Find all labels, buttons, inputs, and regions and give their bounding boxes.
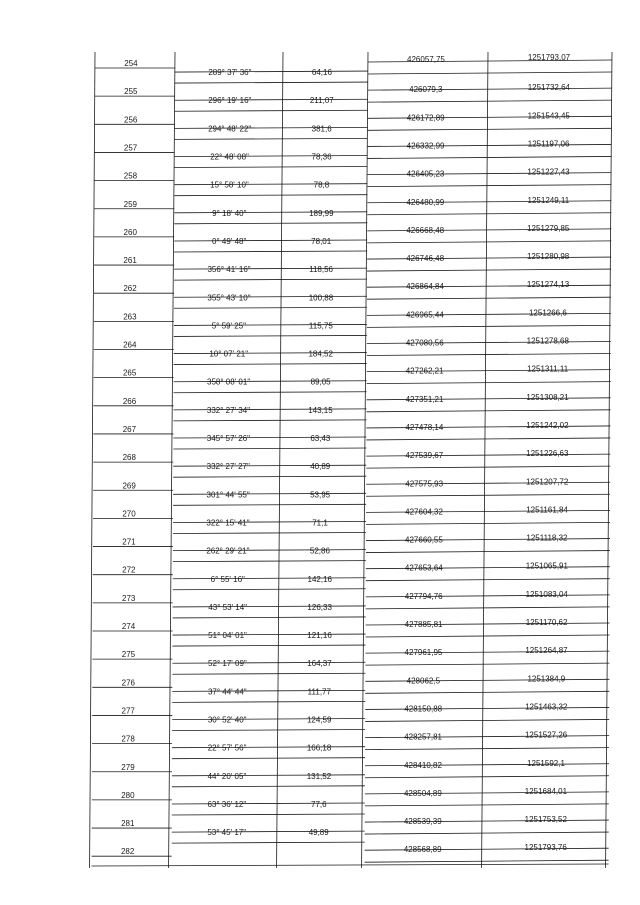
point-number: 281 <box>121 819 135 829</box>
row-line <box>365 719 609 721</box>
segment-length: 211,07 <box>309 96 334 106</box>
bearing-angle: 37° 44' 44" <box>207 687 247 697</box>
row-line <box>172 747 365 748</box>
row-line <box>368 116 612 118</box>
row-line <box>365 748 609 750</box>
row-line <box>367 297 611 299</box>
coord-y: 1251197,06 <box>527 139 570 149</box>
segment-length: 184,52 <box>308 349 333 359</box>
point-number: 274 <box>121 622 136 631</box>
row-line <box>366 567 610 569</box>
coord-y: 1251308,21 <box>526 392 569 402</box>
row-line <box>173 448 366 449</box>
row-line <box>173 493 366 494</box>
row-line <box>366 510 610 512</box>
point-number: 279 <box>121 762 135 772</box>
row-line <box>172 690 365 691</box>
row-line <box>172 842 365 843</box>
row-line <box>367 213 611 215</box>
point-number: 261 <box>123 256 137 266</box>
bearing-angle: 289° 37' 36" <box>208 68 252 78</box>
row-line <box>367 382 611 384</box>
segment-length: 381,6 <box>311 124 332 134</box>
segment-length: 164,37 <box>307 659 332 669</box>
coord-y: 1251279,85 <box>527 223 570 233</box>
row-line <box>365 792 609 794</box>
segment-length: 64,16 <box>311 68 332 78</box>
coord-y: 1251592,1 <box>527 758 565 768</box>
row-line <box>172 758 365 759</box>
column-border <box>169 52 175 868</box>
bearing-angle: 294° 48' 22" <box>208 124 252 134</box>
coord-x: 427080,56 <box>405 338 444 348</box>
coord-x: 427660,55 <box>405 535 443 545</box>
row-line <box>366 595 610 597</box>
row-line <box>367 201 611 203</box>
row-line <box>172 814 365 815</box>
row-line <box>174 212 367 213</box>
row-line <box>365 663 609 665</box>
coord-x: 427478,14 <box>405 422 444 432</box>
row-line <box>172 786 365 787</box>
bearing-angle: 358° 08' 01" <box>207 377 251 387</box>
row-line <box>175 110 368 111</box>
row-line <box>175 127 368 128</box>
bearing-angle: 51° 04' 01" <box>208 631 247 641</box>
row-line <box>172 831 365 832</box>
coord-y: 1251242,02 <box>526 420 569 430</box>
point-number: 256 <box>124 115 138 125</box>
bearing-angle: 355° 43' 10" <box>207 293 251 303</box>
coord-x: 427794,76 <box>404 591 443 601</box>
point-number: 282 <box>120 847 135 857</box>
bearing-angle: 322° 15' 41" <box>206 518 250 528</box>
point-number: 275 <box>121 650 136 660</box>
coord-x: 426965,44 <box>405 310 444 320</box>
point-number: 262 <box>123 284 137 294</box>
row-line <box>366 635 610 637</box>
point-number: 268 <box>122 453 136 463</box>
row-line <box>365 848 609 850</box>
bearing-angle: 44° 20' 05" <box>207 771 247 781</box>
coord-x: 427575,93 <box>405 479 444 489</box>
row-line <box>367 185 611 187</box>
point-number: 273 <box>122 593 136 603</box>
segment-length: 131,52 <box>306 771 332 781</box>
row-line <box>366 623 610 625</box>
point-number: 267 <box>122 424 137 434</box>
coord-x: 428150,88 <box>404 704 443 714</box>
row-line <box>173 465 366 466</box>
bearing-angle: 43° 53' 14" <box>208 602 248 612</box>
row-line <box>174 240 367 241</box>
row-line <box>173 504 366 505</box>
coord-x: 427604,32 <box>405 507 443 517</box>
bearing-angle: 0° 49' 48" <box>212 236 247 246</box>
coord-y: 1251384,9 <box>527 674 566 684</box>
coord-y: 1251278,68 <box>526 336 569 346</box>
row-line <box>365 679 609 681</box>
row-line <box>173 420 366 421</box>
segment-length: 124,59 <box>306 715 332 725</box>
coord-y: 1251170,62 <box>525 618 568 627</box>
coord-y: 1251793,76 <box>524 843 567 853</box>
segment-length: 53,95 <box>310 490 331 500</box>
coord-x: 428568,89 <box>403 845 442 855</box>
row-line <box>173 645 366 646</box>
bearing-angle: 10° 07' 21" <box>209 349 249 359</box>
row-line <box>365 736 609 738</box>
column-border <box>362 52 368 868</box>
segment-length: 142,16 <box>307 574 333 584</box>
coord-y: 1251161,84 <box>526 505 568 515</box>
point-number: 258 <box>123 171 138 181</box>
row-line <box>367 285 611 287</box>
coord-x: 428410,82 <box>404 760 442 770</box>
coord-y: 1251264,87 <box>525 646 568 656</box>
coord-y: 1251118,32 <box>526 533 568 543</box>
coord-x: 426332,99 <box>406 141 445 151</box>
row-line <box>172 803 365 804</box>
point-number: 263 <box>123 312 137 322</box>
row-line <box>174 353 367 354</box>
column-border <box>606 52 612 868</box>
coord-x: 427262,21 <box>405 366 444 376</box>
row-line <box>366 551 610 553</box>
row-line <box>366 522 610 524</box>
bearing-angle: 30° 52' 40" <box>207 715 247 725</box>
bearing-angle: 63° 36' 12" <box>207 799 247 809</box>
point-number: 272 <box>122 565 136 575</box>
row-line <box>366 454 610 456</box>
row-line <box>172 701 365 702</box>
row-line <box>174 184 367 185</box>
row-line <box>172 730 365 731</box>
row-line <box>366 579 610 581</box>
coord-x: 428539,39 <box>403 817 442 827</box>
point-number: 266 <box>122 396 137 406</box>
coord-x: 428504,89 <box>403 788 442 798</box>
coord-y: 1251274,13 <box>526 280 570 290</box>
row-line <box>173 409 366 410</box>
coord-y: 1251543,45 <box>527 111 570 121</box>
bearing-angle: 262° 29' 21" <box>206 546 250 556</box>
coord-y: 1251249,11 <box>527 195 570 205</box>
row-line <box>366 438 610 440</box>
coord-y: 1251311,11 <box>527 364 569 374</box>
segment-length: 166,18 <box>306 743 332 753</box>
column-border <box>277 52 283 868</box>
coord-y: 1251684,01 <box>524 786 568 796</box>
row-line <box>174 324 367 325</box>
point-number: 270 <box>122 509 136 519</box>
row-line <box>173 476 366 477</box>
coord-x: 426480,99 <box>406 197 445 207</box>
row-line <box>367 354 611 356</box>
row-line <box>173 550 366 551</box>
segment-length: 78,01 <box>311 236 332 246</box>
column-border <box>90 52 95 868</box>
coord-y: 1251793,07 <box>527 53 571 62</box>
segment-length: 100,88 <box>308 293 334 303</box>
row-line <box>365 764 609 766</box>
row-line <box>175 156 368 157</box>
segment-length: 115,75 <box>308 321 333 331</box>
bearing-angle: 301° 44' 55" <box>206 490 250 500</box>
coord-y: 1251463,32 <box>525 702 568 712</box>
row-line <box>367 342 611 344</box>
row-line <box>175 82 368 83</box>
row-line <box>365 820 609 822</box>
row-line <box>174 251 367 252</box>
bearing-angle: 6° 55' 16" <box>210 574 245 584</box>
coord-x: 426668,48 <box>406 225 445 235</box>
row-line <box>366 607 610 609</box>
row-line <box>174 296 367 297</box>
row-line <box>368 100 612 102</box>
row-line <box>174 223 367 224</box>
coord-y: 1251266,6 <box>528 308 567 318</box>
point-number: 257 <box>123 143 138 153</box>
row-line <box>173 521 366 522</box>
row-line <box>365 776 609 778</box>
row-line <box>172 719 365 720</box>
segment-length: 49,89 <box>308 828 329 838</box>
row-line <box>367 398 611 400</box>
point-number: 269 <box>122 481 136 491</box>
bearing-angle: 5° 59' 25" <box>211 321 246 331</box>
row-line <box>365 804 609 806</box>
row-line <box>365 691 609 693</box>
row-line <box>366 482 610 484</box>
row-line <box>172 775 365 776</box>
coord-y: 1251753,52 <box>524 815 567 825</box>
row-line <box>173 578 366 579</box>
point-number: 276 <box>121 678 136 688</box>
coord-x: 426405,23 <box>406 169 445 179</box>
row-line <box>173 617 366 618</box>
row-line <box>366 426 610 428</box>
point-number: 254 <box>124 59 138 68</box>
row-line <box>366 410 610 412</box>
row-line <box>175 167 368 168</box>
segment-length: 40,89 <box>310 462 331 472</box>
bearing-angle: 9° 18' 40" <box>212 208 247 218</box>
row-line <box>365 651 609 653</box>
bottom-border <box>92 864 609 866</box>
bearing-angle: 15° 58' 10" <box>210 180 249 190</box>
coord-y: 1251732,64 <box>527 83 570 93</box>
row-line <box>174 335 367 336</box>
bearing-angle: 22° 48' 08" <box>210 152 249 162</box>
coord-y: 1251527,26 <box>524 730 568 740</box>
row-line <box>368 128 612 130</box>
row-line <box>366 539 610 541</box>
row-line <box>368 156 612 158</box>
row-line <box>173 532 366 533</box>
coord-x: 426057,75 <box>407 55 445 64</box>
row-line <box>172 662 365 663</box>
segment-length: 121,16 <box>307 631 332 641</box>
segment-length: 63,43 <box>310 434 331 444</box>
row-line <box>367 370 611 372</box>
row-line <box>173 561 366 562</box>
row-line <box>174 307 367 308</box>
row-line <box>368 144 612 146</box>
row-line <box>175 71 368 72</box>
row-line <box>173 589 366 590</box>
coord-x: 426172,89 <box>406 113 445 123</box>
row-line <box>174 392 367 393</box>
segment-length: 78,36 <box>311 152 332 162</box>
point-number: 260 <box>123 227 137 237</box>
row-line <box>367 173 611 175</box>
coord-y: 1251207,72 <box>526 477 569 487</box>
segment-length: 71,1 <box>312 518 328 528</box>
row-line <box>366 494 610 496</box>
point-number: 278 <box>121 734 135 744</box>
segment-length: 118,56 <box>309 265 334 275</box>
coord-y: 1251226,63 <box>526 449 569 459</box>
bearing-angle: 332° 27' 34" <box>206 405 251 415</box>
row-line <box>367 313 611 315</box>
point-number: 271 <box>122 537 136 547</box>
row-line <box>175 99 368 100</box>
coord-x: 427961,95 <box>404 648 443 658</box>
point-number: 259 <box>123 199 138 209</box>
row-line <box>174 195 367 196</box>
segment-length: 189,99 <box>309 208 334 218</box>
row-line <box>367 325 611 327</box>
coord-x: 427539,67 <box>405 451 444 461</box>
coord-y: 1251280,98 <box>526 252 570 262</box>
point-number: 280 <box>121 790 135 800</box>
coord-x: 427351,21 <box>405 394 444 404</box>
coord-x: 426746,48 <box>406 254 445 264</box>
segment-length: 89,05 <box>310 377 331 387</box>
coord-x: 426864,84 <box>406 282 444 292</box>
segment-length: 52,86 <box>309 546 330 556</box>
segment-length: 78,8 <box>313 180 330 190</box>
row-line <box>174 381 367 382</box>
coord-y: 1251065,91 <box>525 561 568 571</box>
bearing-angle: 52° 17' 09" <box>208 659 247 669</box>
point-number: 265 <box>122 368 137 378</box>
bearing-angle: 356° 41' 16" <box>207 265 251 275</box>
bearing-angle: 53° 45' 17" <box>207 828 247 838</box>
bearing-angle: 22° 57' 56" <box>207 743 247 753</box>
row-line <box>174 268 367 269</box>
coord-x: 426079,3 <box>409 85 443 95</box>
row-line <box>174 279 367 280</box>
row-line <box>367 229 611 231</box>
row-line <box>367 241 611 243</box>
coord-x: 428257,81 <box>404 732 443 742</box>
bearing-angle: 296° 19' 16" <box>208 96 252 106</box>
row-line <box>365 860 609 862</box>
coord-x: 427653,64 <box>404 563 443 573</box>
point-number: 264 <box>123 340 137 350</box>
row-line <box>368 60 612 62</box>
row-line <box>172 673 365 674</box>
bearing-angle: 345° 57' 26" <box>206 434 250 444</box>
row-line <box>365 832 609 834</box>
segment-length: 126,33 <box>307 602 332 612</box>
row-line <box>368 88 612 90</box>
coord-x: 427885,81 <box>404 620 443 629</box>
row-line <box>367 269 611 271</box>
coord-x: 428062,5 <box>406 676 441 686</box>
point-number: 277 <box>121 706 135 716</box>
row-line <box>367 257 611 259</box>
point-number: 255 <box>124 87 138 97</box>
column-border <box>482 52 488 868</box>
row-line <box>173 437 366 438</box>
row-line <box>173 606 366 607</box>
segment-length: 143,15 <box>308 405 333 415</box>
row-line <box>173 634 366 635</box>
coord-y: 1251227,43 <box>527 167 570 177</box>
coord-y: 1251083,04 <box>525 589 568 599</box>
row-line <box>174 364 367 365</box>
row-line <box>368 72 612 74</box>
row-line <box>365 707 609 709</box>
segment-length: 77,6 <box>311 799 327 809</box>
bearing-angle: 332° 27' 27" <box>206 462 250 472</box>
row-line <box>366 466 610 468</box>
segment-length: 111,77 <box>307 687 331 697</box>
row-line <box>175 138 368 139</box>
